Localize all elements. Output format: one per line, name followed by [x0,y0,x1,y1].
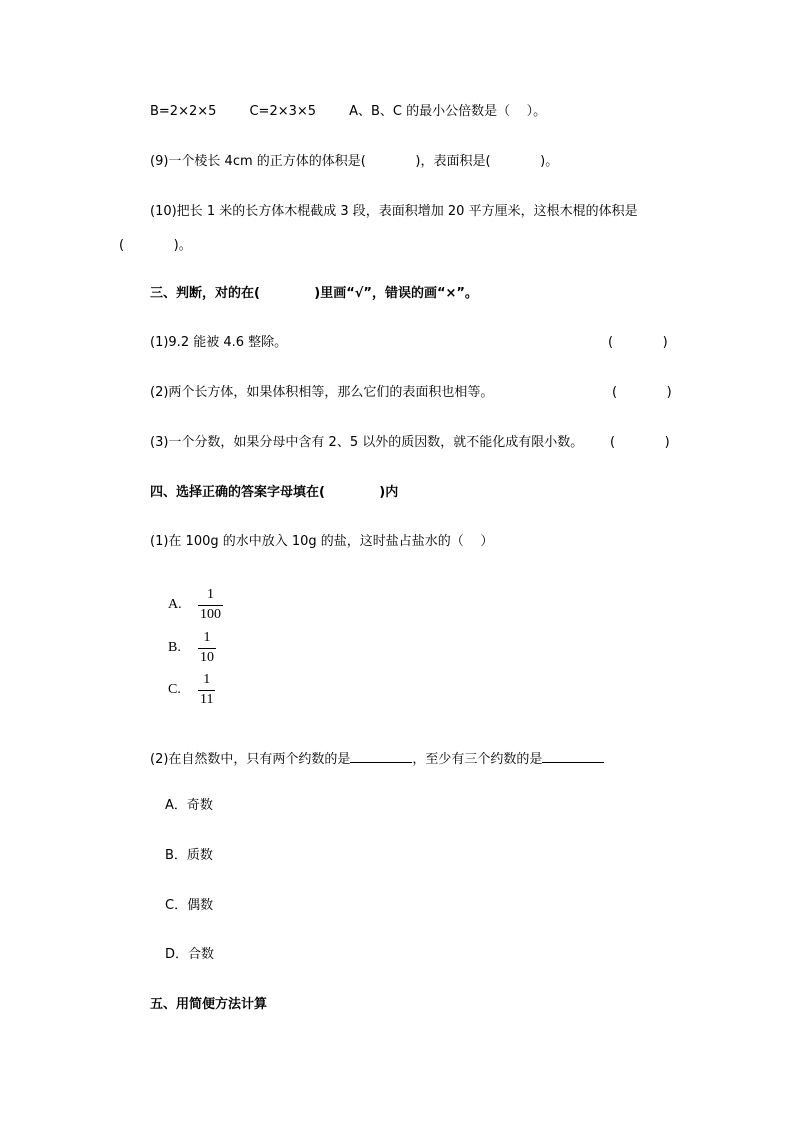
option-b-numerator: 1 [203,630,211,645]
option-b-fraction [198,630,216,666]
question-10-line2: ( )。 [119,238,192,253]
choice-question-2-part2: ，至少有三个约数的是 [412,752,543,767]
q2-option-d: D．合数 [165,947,215,962]
q2-option-c: C．偶数 [165,898,214,913]
choice-question-2-part1: (2)在自然数中，只有两个约数的是 [150,752,351,767]
answer-blank-1[interactable] [350,748,412,763]
option-b-letter: B. [168,640,181,655]
option-b [168,630,216,666]
fraction-bar [198,648,216,649]
choice-question-1: (1)在 100g 的水中放入 10g 的盐，这时盐占盐水的（ ） [150,534,494,549]
q2-option-b: B．质数 [165,848,213,863]
option-b-denominator: 10 [200,650,214,665]
question-10-line1: (10)把长 1 米的长方体木棍截成 3 段，表面积增加 20 平方厘米，这根木棍的体积是 [150,204,638,219]
judge-item-3-paren: ( ) [610,435,670,450]
fraction-bar [198,605,223,606]
option-a-letter: A. [168,597,182,612]
option-c-denominator: 11 [200,692,214,707]
option-a-denominator: 100 [200,607,221,622]
option-a-fraction [198,587,223,623]
option-a [168,587,223,623]
judge-item-2-paren: ( ) [612,385,672,400]
judge-item-2: (2)两个长方体，如果体积相等，那么它们的表面积也相等。 [150,385,494,400]
option-c [168,672,215,708]
section-5-heading: 五、用简便方法计算 [150,997,268,1012]
question-9: (9)一个棱长 4cm 的正方体的体积是( )，表面积是( )。 [150,154,559,169]
judge-item-1: (1)9.2 能被 4.6 整除。 [150,335,288,350]
answer-blank-2[interactable] [542,748,604,763]
judge-item-1-paren: ( ) [608,335,668,350]
choice-question-2 [150,748,604,769]
option-a-numerator: 1 [207,587,214,602]
option-c-letter: C. [168,682,181,697]
option-c-fraction [198,672,215,708]
judge-item-3: (3)一个分数，如果分母中含有 2、5 以外的质因数，就不能化成有限小数。 [150,435,584,450]
section-3-heading: 三、判断，对的在( )里画“√”，错误的画“×”。 [150,286,478,301]
fraction-bar [198,690,215,691]
q2-option-a: A．奇数 [165,798,213,813]
q8-line: B=2×2×5 C=2×3×5 A、B、C 的最小公倍数是（ ）。 [150,104,547,119]
option-c-numerator: 1 [203,672,211,687]
section-4-heading: 四、选择正确的答案字母填在( )内 [150,485,399,500]
